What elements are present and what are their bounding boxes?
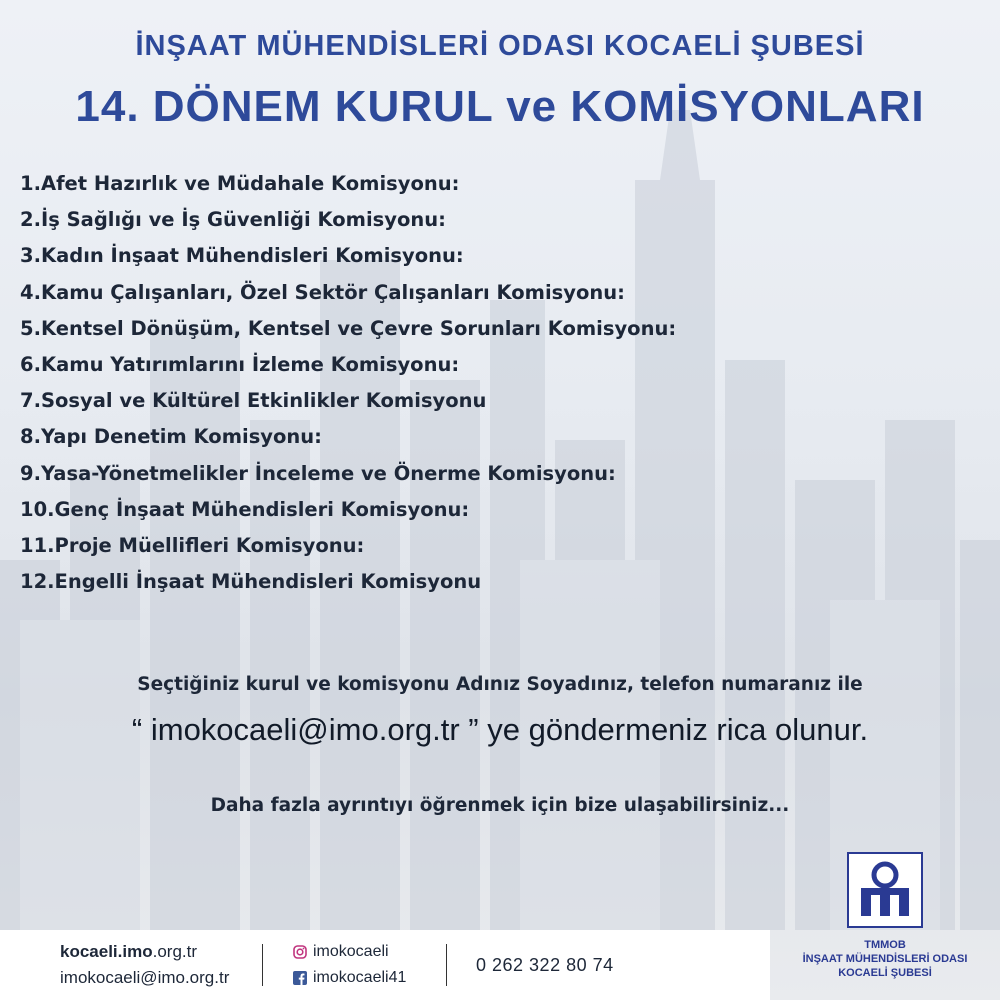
commission-item: 2.İş Sağlığı ve İş Güvenliği Komisyonu: (20, 208, 446, 232)
logo-line-org: İNŞAAT MÜHENDİSLERİ ODASI (802, 953, 968, 965)
phone-number[interactable]: 0 262 322 80 74 (476, 955, 614, 975)
commission-item: 12.Engelli İnşaat Mühendisleri Komisyonu (20, 570, 482, 594)
commission-item: 11.Proje Müellifleri Komisyonu: (20, 534, 365, 558)
contact-text: Daha fazla ayrıntıyı öğrenmek için bize ulaşabilirsiniz... (210, 795, 790, 816)
commission-list (20, 166, 920, 600)
footer-bar (0, 930, 770, 1000)
logo-line-tmmob: TMMOB (864, 939, 906, 951)
commission-item: 8.Yapı Denetim Komisyonu: (20, 425, 322, 449)
commission-item: 4.Kamu Çalışanları, Özel Sektör Çalışanları Komisyonu: (20, 280, 625, 304)
instagram-handle: imokocaeli (313, 943, 389, 960)
facebook-handle: imokocaeli41 (313, 969, 407, 986)
commission-item: 7.Sosyal ve Kültürel Etkinlikler Komisyonu (20, 389, 487, 413)
imo-logo-icon (847, 852, 923, 928)
instruction-text: Seçtiğiniz kurul ve komisyonu Adınız Soyadınız, telefon numaranız ile (137, 674, 863, 695)
commission-item: 5.Kentsel Dönüşüm, Kentsel ve Çevre Sorunları Komisyonu: (20, 316, 677, 340)
instagram-icon (293, 945, 307, 959)
website-link[interactable] (60, 942, 197, 962)
commission-item: 10.Genç İnşaat Mühendisleri Komisyonu: (20, 497, 470, 521)
org-title: İNŞAAT MÜHENDİSLERİ ODASI KOCAELİ ŞUBESİ (135, 30, 865, 62)
page-title: 14. DÖNEM KURUL ve KOMİSYONLARI (75, 82, 925, 131)
instagram-link[interactable] (293, 943, 389, 961)
facebook-link[interactable] (293, 969, 406, 987)
commission-item: 9.Yasa-Yönetmelikler İnceleme ve Önerme Komisyonu: (20, 461, 616, 485)
facebook-icon (293, 971, 307, 985)
email-link[interactable]: imokocaeli@imo.org.tr (60, 968, 230, 987)
email-instruction: “ imokocaeli@imo.org.tr ” ye göndermeniz rica olunur. (131, 712, 869, 747)
footer-divider (446, 944, 447, 986)
footer-divider (262, 944, 263, 986)
logo-line-branch: KOCAELİ ŞUBESİ (838, 967, 932, 979)
commission-item: 3.Kadın İnşaat Mühendisleri Komisyonu: (20, 244, 464, 268)
commission-item: 1.Afet Hazırlık ve Müdahale Komisyonu: (20, 172, 460, 195)
website-domain: kocaeli.imo (60, 942, 153, 961)
commission-item: 6.Kamu Yatırımlarını İzleme Komisyonu: (20, 353, 460, 377)
website-tld: .org.tr (152, 942, 198, 961)
imo-logo (776, 852, 994, 980)
